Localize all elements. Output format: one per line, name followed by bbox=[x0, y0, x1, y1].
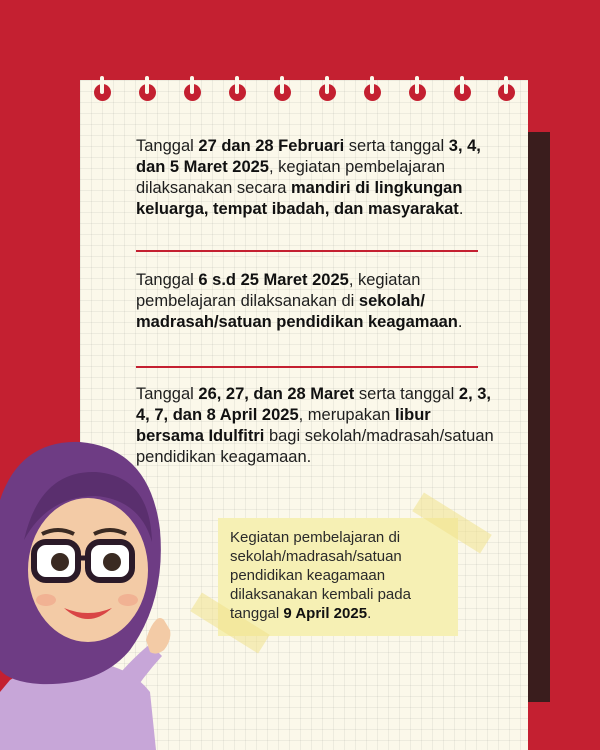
eye-left bbox=[51, 553, 69, 571]
text: . bbox=[458, 200, 464, 218]
date-range: 2, 3, 4, 7, dan 8 April 2025 bbox=[136, 385, 491, 424]
highlight: libur bersama Idulfitri bbox=[136, 406, 431, 445]
cheek bbox=[36, 594, 56, 606]
text: Tanggal bbox=[136, 385, 199, 403]
binder-hook bbox=[415, 76, 419, 94]
divider bbox=[136, 366, 478, 368]
text: Tanggal bbox=[136, 271, 199, 289]
binder-hook bbox=[235, 76, 239, 94]
binder-hook bbox=[370, 76, 374, 94]
highlight: mandiri di lingkungan keluarga, tempat ibadah, dan masyarakat bbox=[136, 179, 463, 218]
text: , kegiatan pembelajaran dilaksanakan secara bbox=[136, 158, 446, 197]
text: , merupakan bbox=[298, 406, 395, 424]
date-range: 26, 27, dan 28 Maret bbox=[198, 385, 355, 403]
text: serta tanggal bbox=[344, 137, 449, 155]
text: , kegiatan pembelajaran dilaksanakan di bbox=[136, 271, 421, 310]
eye-right bbox=[103, 553, 121, 571]
text: serta tanggal bbox=[354, 385, 459, 403]
binder-hook bbox=[190, 76, 194, 94]
teacher-character-illustration bbox=[0, 430, 200, 750]
text: Kegiatan pembelajaran di sekolah/madrasah/satuan pendidikan keagamaan dilaksanakan kembali pada tanggal bbox=[230, 529, 411, 622]
text: bagi sekolah/madrasah/satuan pendidikan keagamaan. bbox=[136, 427, 494, 466]
divider bbox=[136, 250, 478, 252]
binder-hook bbox=[504, 76, 508, 94]
date-range: 3, 4, dan 5 Maret 2025 bbox=[136, 137, 481, 176]
schedule-block-school-learning bbox=[136, 270, 496, 333]
cheek bbox=[118, 594, 138, 606]
sticky-note-text bbox=[230, 528, 456, 623]
binder-hook bbox=[280, 76, 284, 94]
text: . bbox=[457, 313, 463, 331]
schedule-block-independent-learning bbox=[136, 136, 496, 220]
text: Tanggal bbox=[136, 137, 199, 155]
text: . bbox=[367, 605, 372, 622]
binder-hook bbox=[100, 76, 104, 94]
binder-hook bbox=[460, 76, 464, 94]
date-range: 6 s.d 25 Maret 2025 bbox=[198, 271, 349, 289]
pointing-hand bbox=[146, 618, 170, 654]
highlight: sekolah/ madrasah/satuan pendidikan keagamaan bbox=[136, 292, 458, 331]
binder-hook bbox=[145, 76, 149, 94]
binder-hook bbox=[325, 76, 329, 94]
return-date: 9 April 2025 bbox=[283, 605, 368, 622]
date-range: 27 dan 28 Februari bbox=[198, 137, 345, 155]
